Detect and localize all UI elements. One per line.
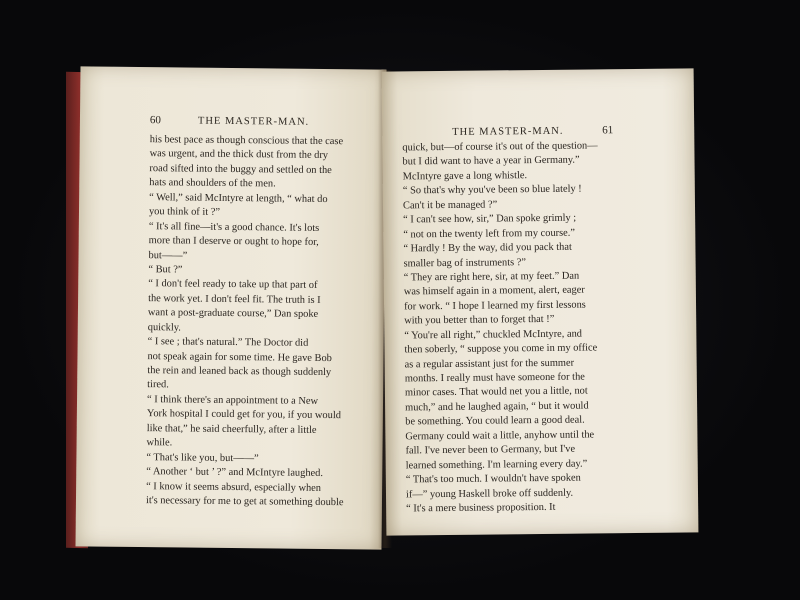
text-line: “ I can't see how, sir,” Dan spoke grimly ; — [403, 212, 577, 226]
text-line: his best pace as though conscious that the case — [149, 134, 344, 148]
text-line: “ I see ; that's natural.” The Doctor did — [147, 336, 309, 349]
text-line: if—” young Haskell broke off suddenly. — [405, 487, 574, 500]
text-line: then soberly, “ suppose you come in my office — [404, 342, 598, 356]
text-line: quick, but—of course it's out of the question— — [402, 140, 598, 154]
text-line: smaller bag of instruments ?” — [403, 256, 526, 269]
right-running-head: THE MASTER-MAN. — [452, 125, 564, 138]
text-line: “ It's all fine—it's a good chance. It's lots — [148, 220, 320, 234]
open-book — [66, 62, 702, 548]
text-line: for work. “ I hope I learned my first lessons — [403, 299, 586, 313]
text-line: was urgent, and the thick dust from the dry — [149, 148, 329, 162]
text-line: “ They are right here, sir, at my feet.” Dan — [403, 270, 580, 284]
text-line: but——” — [148, 249, 188, 262]
text-line: you think of it ?” — [148, 206, 221, 219]
text-line: while. — [146, 437, 173, 449]
text-line: “ So that's why you've been so blue lately ! — [402, 183, 582, 197]
right-page — [382, 68, 699, 535]
left-page-number: 60 — [149, 114, 162, 127]
text-line: “ not on the twenty left from my course.” — [403, 227, 576, 241]
text-line: tired. — [147, 379, 169, 391]
right-page-number: 61 — [602, 124, 614, 137]
text-line: the rein and leaned back as though suddenly — [147, 365, 332, 379]
text-line: hats and shoulders of the men. — [149, 177, 276, 190]
text-line: much,” and he laughed again, “ but it would — [405, 400, 589, 414]
right-page-text — [402, 139, 636, 517]
text-line: more than I deserve or ought to hope for, — [148, 235, 319, 248]
text-line: Can't it be managed ?” — [402, 199, 498, 212]
text-line: Germany could wait a little, anyhow until the — [405, 429, 595, 443]
text-line: not speak again for some time. He gave Bob — [147, 350, 332, 364]
text-line: but I did want to have a year in Germany.” — [402, 155, 580, 168]
text-line: “ Well,” said McIntyre at length, “ what do — [149, 191, 328, 205]
text-line: “ That's like you, but——” — [146, 451, 259, 464]
text-line: “ I know it seems absurd, especially when — [146, 480, 322, 494]
text-line: York hospital I could get for you, if you would — [146, 408, 341, 422]
text-line: months. I really must have someone for the — [404, 371, 585, 385]
text-line: road sifted into the buggy and settled on the — [149, 163, 332, 176]
text-line: “ I don't feel ready to take up that part of — [148, 278, 318, 292]
text-line: the work yet. I don't feel fit. The truth is I — [148, 292, 321, 306]
text-line: “ It's a mere business proposition. It — [406, 501, 556, 515]
text-line: as a regular assistant just for the summer — [404, 357, 575, 370]
text-line: minor cases. That would net you a little, not — [404, 385, 588, 399]
text-line: “ I think there's an appointment to a New — [146, 394, 319, 407]
text-line: with you better than to forget that !” — [404, 314, 555, 327]
text-line: it's necessary for me to get at something double — [145, 495, 344, 509]
text-line: “ But ?” — [148, 264, 183, 276]
left-page-text — [146, 133, 374, 511]
left-running-head: THE MASTER-MAN. — [197, 115, 310, 128]
text-line: want a post-graduate course,” Dan spoke — [147, 307, 319, 321]
text-line: McIntyre gave a long whistle. — [402, 170, 528, 183]
text-line: quickly. — [147, 321, 181, 334]
text-line: “ That's too much. I wouldn't have spoken — [405, 472, 581, 486]
text-line: “ Another ‘ but ’ ?” and McIntyre laughed. — [146, 466, 324, 480]
text-line: learned something. I'm learning every day.” — [405, 458, 588, 472]
text-line: was himself again in a moment, alert, eager — [403, 284, 585, 298]
text-line: be something. You could learn a good deal. — [405, 414, 585, 428]
text-line: “ Hardly ! By the way, did you pack that — [403, 241, 572, 255]
text-line: “ You're all right,” chuckled McIntyre, and — [404, 328, 582, 342]
text-line: like that,” he said cheerfully, after a little — [146, 422, 317, 436]
text-line: fall. I've never been to Germany, but I've — [405, 443, 576, 457]
left-page — [75, 66, 386, 549]
